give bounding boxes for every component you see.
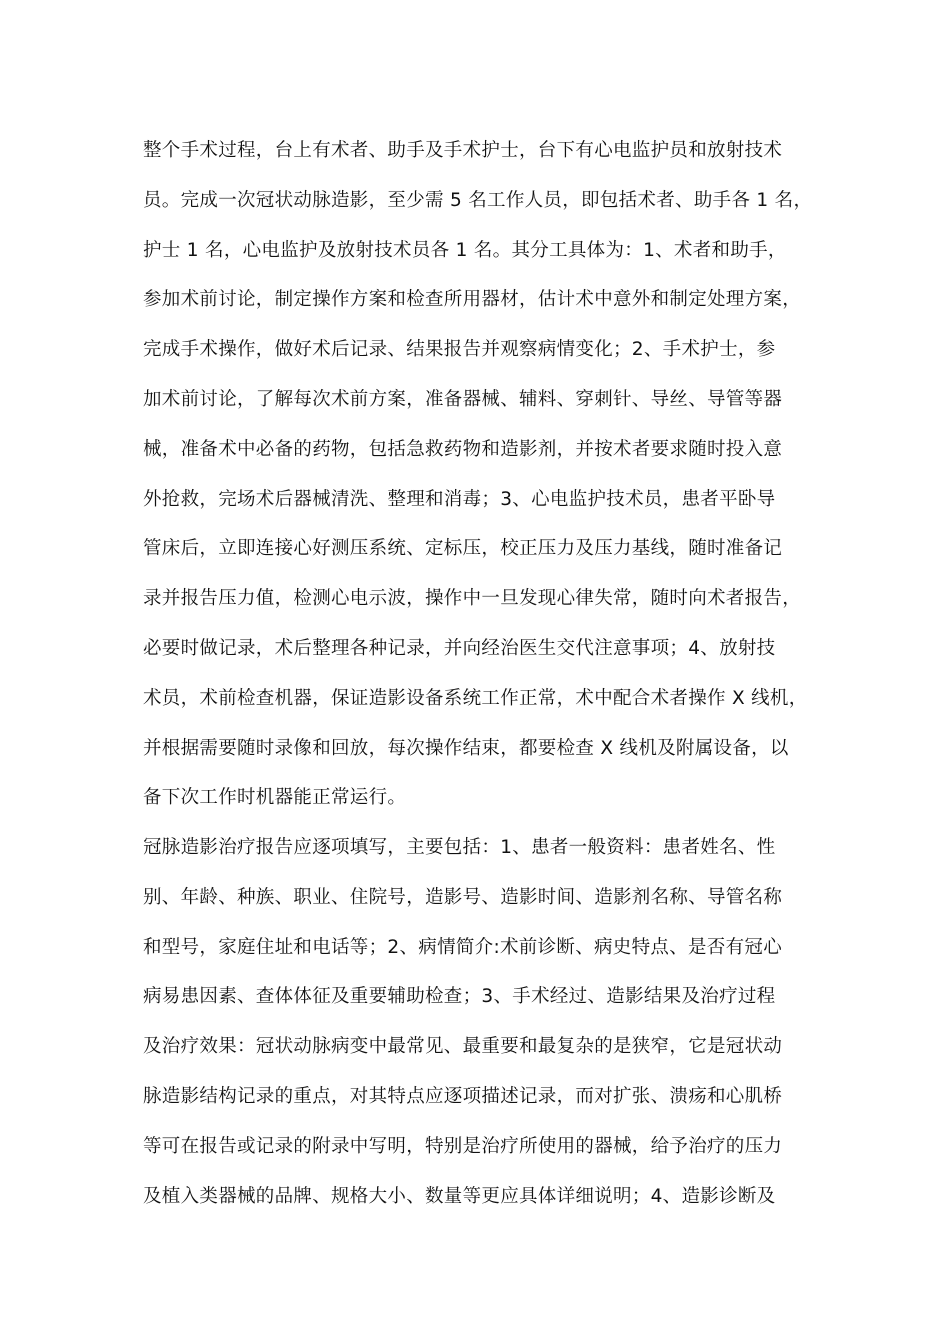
- paragraph-line: 脉造影结构记录的重点，对其特点应逐项描述记录，而对扩张、溃疡和心肌桥: [143, 1085, 783, 1107]
- paragraph-line: 病易患因素、查体体征及重要辅助检查；3、手术经过、造影结果及治疗过程: [143, 986, 776, 1008]
- paragraph-line: 参加术前讨论，制定操作方案和检查所用器材，估计术中意外和制定处理方案，: [143, 289, 802, 311]
- paragraph-line: 备下次工作时机器能正常运行。: [143, 787, 407, 809]
- paragraph-report-contents: [143, 836, 823, 1234]
- paragraph-line: 加术前讨论，了解每次术前方案，准备器械、辅料、穿刺针、导丝、导管等器: [143, 388, 783, 410]
- paragraph-line: 整个手术过程，台上有术者、助手及手术护士，台下有心电监护员和放射技术: [143, 140, 783, 161]
- paragraph-line: 外抢救，完场术后器械清洗、整理和消毒；3、心电监护技术员，患者平卧导: [143, 488, 776, 510]
- paragraph-line: 必要时做记录，术后整理各种记录，并向经治医生交代注意事项；4、放射技: [143, 637, 776, 659]
- paragraph-line: 及治疗效果：冠状动脉病变中最常见、最重要和最复杂的是狭窄，它是冠状动: [143, 1036, 783, 1058]
- paragraph-line: 录并报告压力值，检测心电示波，操作中一旦发现心律失常，随时向术者报告，: [143, 588, 802, 610]
- paragraph-line: 完成手术操作，做好术后记录、结果报告并观察病情变化；2、手术护士，参: [143, 339, 776, 361]
- paragraph-line: 等可在报告或记录的附录中写明，特别是治疗所使用的器械，给予治疗的压力: [143, 1135, 783, 1157]
- paragraph-line: 冠脉造影治疗报告应逐项填写，主要包括：1、患者一般资料：患者姓名、性: [143, 837, 776, 858]
- paragraph-line: 及植入类器械的品牌、规格大小、数量等更应具体详细说明；4、造影诊断及: [143, 1185, 776, 1207]
- paragraph-line: 员。完成一次冠状动脉造影，至少需 5 名工作人员，即包括术者、助手各 1 名，: [143, 189, 813, 211]
- paragraph-line: 别、年龄、种族、职业、住院号，造影号、造影时间、造影剂名称、导管名称: [143, 886, 783, 908]
- paragraph-line: 管床后，立即连接心好测压系统、定标压，校正压力及压力基线，随时准备记: [143, 538, 783, 560]
- paragraph-line: 护士 1 名，心电监护及放射技术员各 1 名。其分工具体为：1、术者和助手，: [143, 239, 787, 261]
- paragraph-staff-division: [143, 139, 823, 836]
- paragraph-line: 械，准备术中必备的药物，包括急救药物和造影剂，并按术者要求随时投入意: [143, 438, 783, 460]
- paragraph-line: 并根据需要随时录像和回放，每次操作结束，都要检查 X 线机及附属设备，以: [143, 737, 789, 759]
- paragraph-line: 和型号，家庭住址和电话等；2、病情简介:术前诊断、病史特点、是否有冠心: [143, 936, 783, 958]
- paragraph-line: 术员，术前检查机器，保证造影设备系统工作正常，术中配合术者操作 X 线机，: [143, 687, 808, 709]
